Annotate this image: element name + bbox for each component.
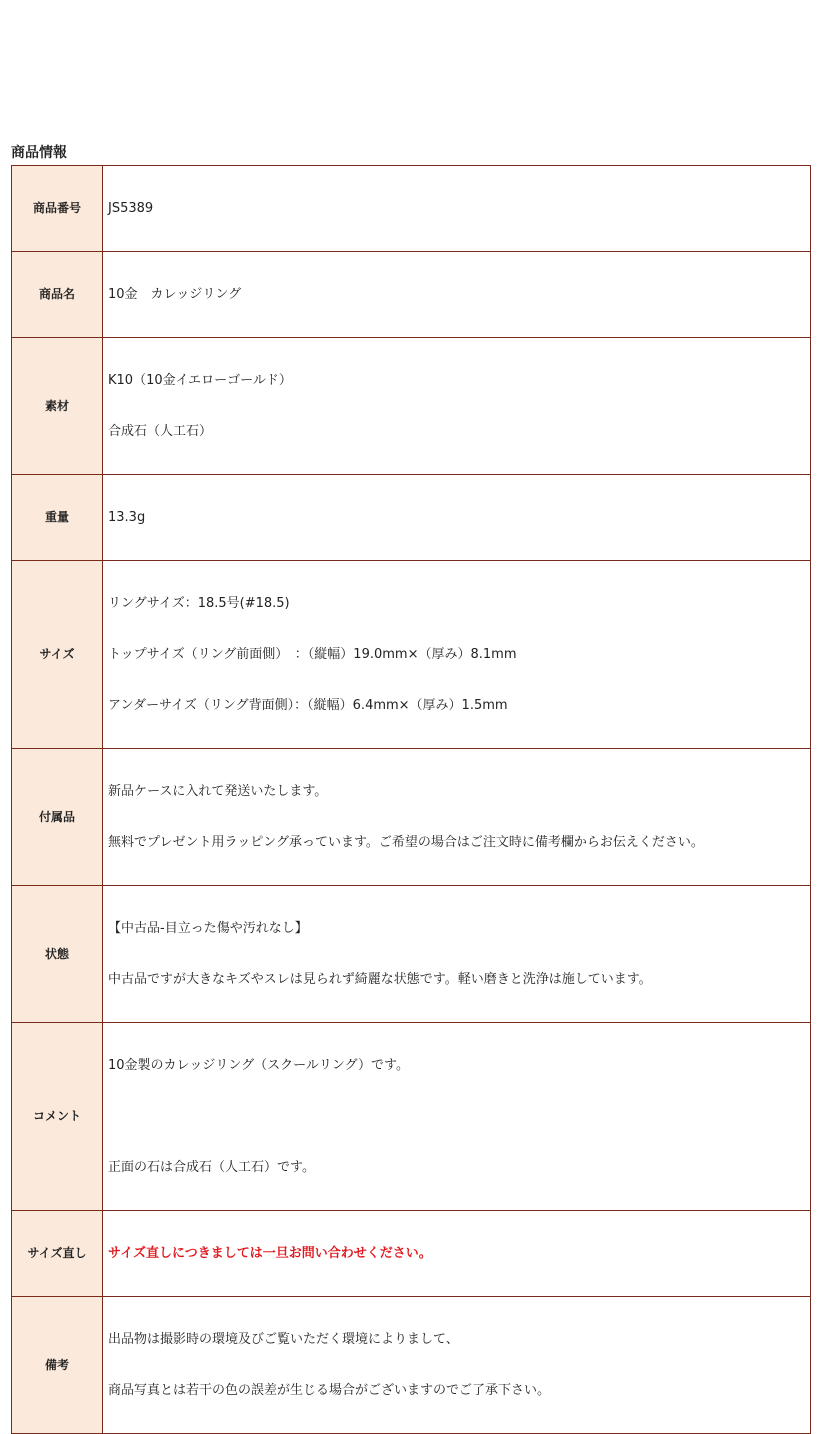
label-comment: コメント <box>12 1023 103 1211</box>
size-ring: リングサイズ：18.5号(#18.5) <box>108 596 290 611</box>
value-product-name <box>103 252 811 338</box>
value-weight <box>103 475 811 561</box>
row-product-number <box>12 166 811 252</box>
value-product-number <box>103 166 811 252</box>
value-size <box>103 561 811 749</box>
size-top: トップサイズ（リング前面側） ：（縦幅）19.0mm×（厚み）8.1mm <box>108 647 517 662</box>
label-product-name: 商品名 <box>12 252 103 338</box>
label-product-number: 商品番号 <box>12 166 103 252</box>
value-material <box>103 338 811 475</box>
section-heading: 商品情報 <box>11 145 67 161</box>
row-product-name <box>12 252 811 338</box>
row-weight <box>12 475 811 561</box>
row-material <box>12 338 811 475</box>
label-weight: 重量 <box>12 475 103 561</box>
resize-notice: サイズ直しにつきましては一旦お問い合わせください。 <box>108 1246 432 1261</box>
material-line-2: 合成石（人工石） <box>108 424 213 439</box>
weight-text: 13.3g <box>108 510 146 525</box>
product-info-table <box>11 165 811 1434</box>
product-number-text: JS5389 <box>108 201 154 216</box>
condition-line-1: 【中古品-目立った傷や汚れなし】 <box>108 921 308 936</box>
label-material: 素材 <box>12 338 103 475</box>
row-comment <box>12 1023 811 1211</box>
value-condition <box>103 886 811 1023</box>
label-notes: 備考 <box>12 1297 103 1434</box>
row-size <box>12 561 811 749</box>
size-under: アンダーサイズ（リング背面側）：（縦幅）6.4mm×（厚み）1.5mm <box>108 698 508 713</box>
label-accessories: 付属品 <box>12 749 103 886</box>
condition-line-2: 中古品ですが大きなキズやスレは見られず綺麗な状態です。軽い磨きと洗浄は施しています。 <box>108 972 652 987</box>
comment-line-2: 正面の石は合成石（人工石）です。 <box>108 1160 315 1175</box>
label-size: サイズ <box>12 561 103 749</box>
material-line-1: K10（10金イエローゴールド） <box>108 373 292 388</box>
product-name-text: 10金 カレッジリング <box>108 287 242 302</box>
value-resize <box>103 1211 811 1297</box>
accessories-line-2: 無料でプレゼント用ラッピング承っています。ご希望の場合はご注文時に備考欄からお伝えください。 <box>108 835 704 850</box>
comment-spacer <box>108 1108 810 1125</box>
notes-line-1: 出品物は撮影時の環境及びご覧いただく環境によりまして、 <box>108 1332 459 1347</box>
label-condition: 状態 <box>12 886 103 1023</box>
value-comment <box>103 1023 811 1211</box>
value-accessories <box>103 749 811 886</box>
row-notes <box>12 1297 811 1434</box>
comment-line-1: 10金製のカレッジリング（スクールリング）です。 <box>108 1058 409 1073</box>
accessories-line-1: 新品ケースに入れて発送いたします。 <box>108 784 328 799</box>
value-notes <box>103 1297 811 1434</box>
notes-line-2: 商品写真とは若干の色の誤差が生じる場合がございますのでご了承下さい。 <box>108 1383 551 1398</box>
row-resize <box>12 1211 811 1297</box>
label-resize: サイズ直し <box>12 1211 103 1297</box>
row-accessories <box>12 749 811 886</box>
row-condition <box>12 886 811 1023</box>
